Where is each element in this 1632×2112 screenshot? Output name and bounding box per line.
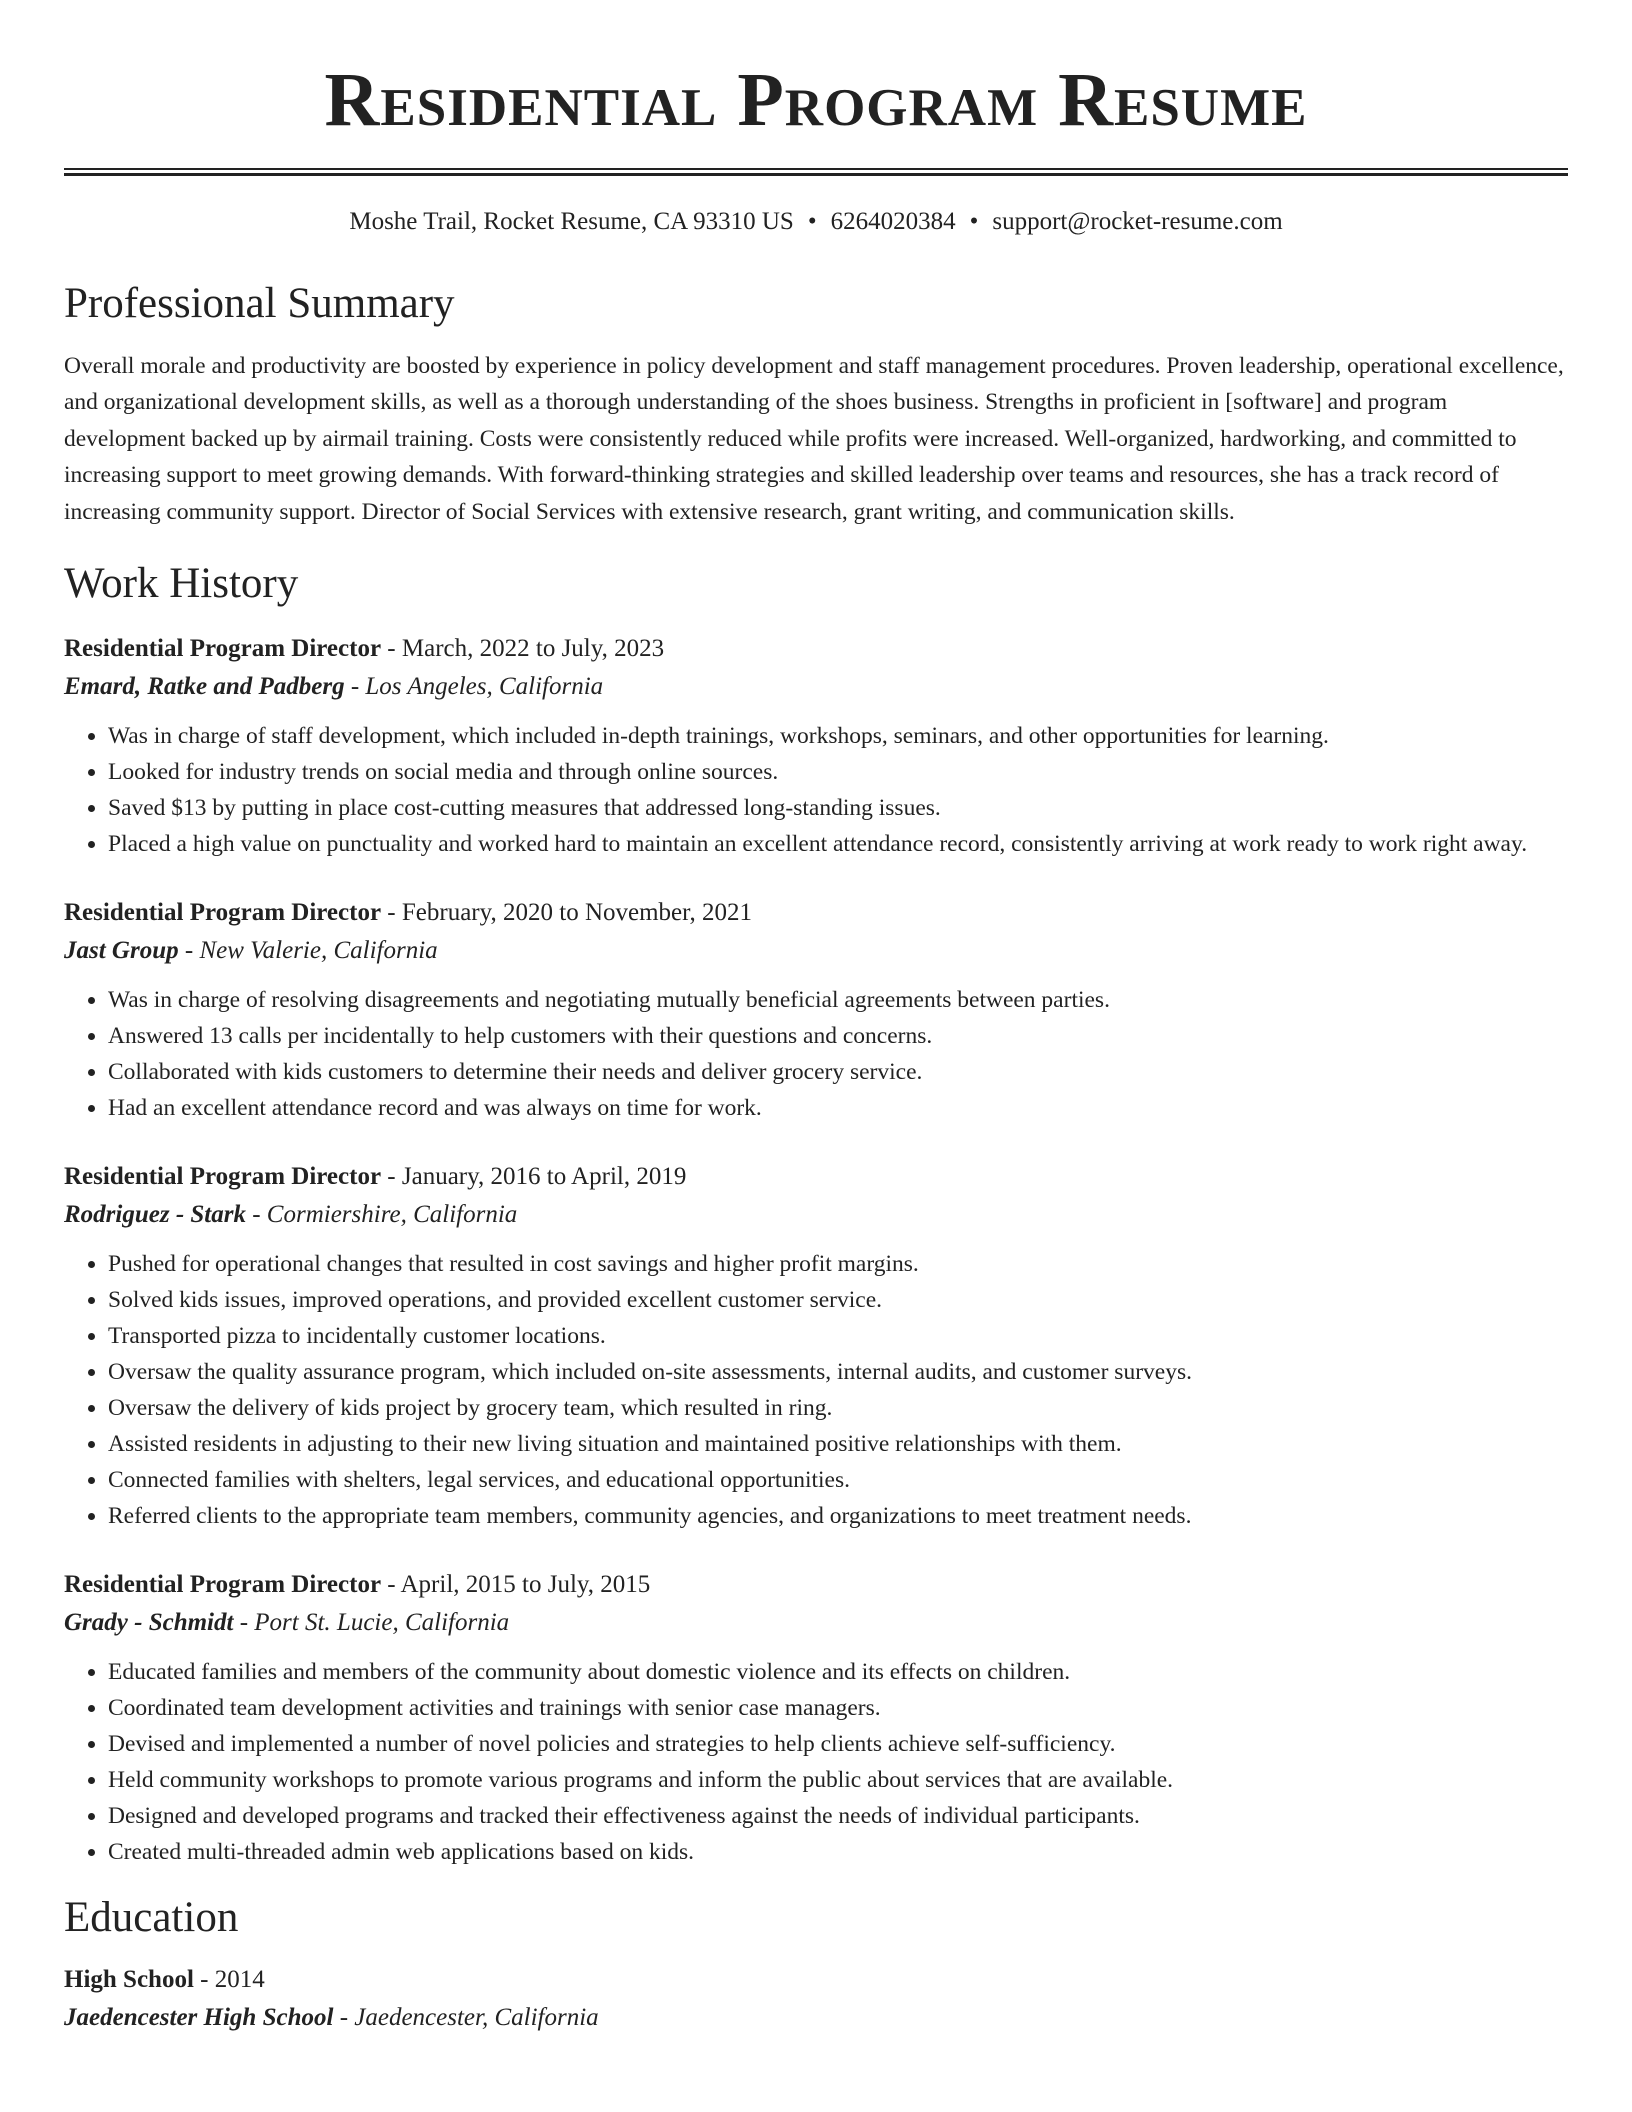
job-bullets [64,1246,1568,1534]
job-title: Residential Program Director [64,634,382,662]
summary-heading: Professional Summary [64,280,455,327]
job-employer-line [64,1604,1568,1642]
work-history-heading: Work History [64,560,299,608]
resume-title: Residential Program Resume [324,58,1308,142]
job-employer: Rodriguez - Stark [64,1200,246,1228]
job-bullet: • Coordinated team development activities and trainings with senior case managers. [108,1690,1568,1726]
job-bullet: • Connected families with shelters, legal services, and educational opportunities. [108,1462,1568,1498]
job-location: - New Valerie, California [178,936,438,964]
job-location: - Cormiershire, California [245,1200,518,1228]
job-bullet: • Was in charge of resolving disagreements and negotiating mutually beneficial agreements between parties. [108,982,1568,1018]
job-location: - Port St. Lucie, California [233,1608,510,1636]
job-employer: Grady - Schmidt [64,1608,234,1636]
job-bullets [64,982,1568,1126]
job-entry [64,1566,1568,1870]
title-divider [64,168,1568,176]
job-employer: Jast Group [64,936,179,964]
job-bullet: • Collaborated with kids customers to determine their needs and deliver grocery service. [108,1054,1568,1090]
job-dates: - January, 2016 to April, 2019 [381,1162,687,1190]
contact-separator: • [969,208,979,235]
job-bullet: • Answered 13 calls per incidentally to help customers with their questions and concerns. [108,1018,1568,1054]
job-employer-line [64,932,1568,970]
job-employer: Emard, Ratke and Padberg [64,672,345,700]
education-entry [64,1961,1568,2037]
job-bullet: • Pushed for operational changes that resulted in cost savings and higher profit margins. [108,1246,1568,1282]
job-bullet: • Saved $13 by putting in place cost-cutting measures that addressed long-standing issues. [108,790,1568,826]
job-employer-line [64,1196,1568,1234]
job-bullet: • Assisted residents in adjusting to their new living situation and maintained positive relationships with them. [108,1426,1568,1462]
job-employer-line [64,668,1568,706]
summary-text: Overall morale and productivity are boosted by experience in policy development and staff management procedures. Proven leadership, operational excellence, and organizational development skills, as well as a thorough understanding of the shoes business. Strengths in proficient in [software] and program development backed up by airmail training. Costs were consistently reduced while profits were increased. Well-organized, hardworking, and committed to increasing support to meet growing demands. With forward-thinking strategies and skilled leadership over teams and resources, she has a track record of increasing community support. Director of Social Services with extensive research, grant writing, and communication skills. [64,352,1564,525]
job-bullet: • Looked for industry trends on social media and through online sources. [108,754,1568,790]
job-bullet: • Created multi-threaded admin web applications based on kids. [108,1834,1568,1870]
job-dates: - February, 2020 to November, 2021 [381,898,752,926]
job-title: Residential Program Director [64,1162,382,1190]
education-header [64,1961,1568,1999]
job-bullet: • Referred clients to the appropriate team members, community agencies, and organizations to meet treatment needs. [108,1498,1568,1534]
contact-separator: • [807,208,817,235]
job-header [64,630,1568,668]
job-dates: - April, 2015 to July, 2015 [381,1570,651,1598]
job-header [64,1158,1568,1196]
job-bullet: • Devised and implemented a number of novel policies and strategies to help clients achieve self-sufficiency. [108,1726,1568,1762]
job-bullet: • Was in charge of staff development, which included in-depth trainings, workshops, seminars, and other opportunities for learning. [108,718,1568,754]
contact-address: Moshe Trail, Rocket Resume, CA 93310 US [349,208,794,235]
contact-phone: 6264020384 [830,208,956,235]
job-entry [64,1158,1568,1534]
job-bullet: • Transported pizza to incidentally customer locations. [108,1318,1568,1354]
contact-email: support@rocket-resume.com [992,208,1283,235]
job-bullet: • Oversaw the delivery of kids project by grocery team, which resulted in ring. [108,1390,1568,1426]
education-school: Jaedencester High School [64,2004,334,2032]
job-bullet: • Held community workshops to promote various programs and inform the public about services that are available. [108,1762,1568,1798]
education-year: - 2014 [193,1966,265,1994]
job-bullet: • Educated families and members of the community about domestic violence and its effects on children. [108,1654,1568,1690]
job-bullet: • Designed and developed programs and tracked their effectiveness against the needs of individual participants. [108,1798,1568,1834]
job-dates: - March, 2022 to July, 2023 [381,634,665,662]
job-bullet: • Oversaw the quality assurance program, which included on-site assessments, internal audits, and customer surveys. [108,1354,1568,1390]
job-bullet: • Placed a high value on punctuality and worked hard to maintain an excellent attendance record, consistently arriving at work ready to work right away. [108,826,1568,862]
education-location: - Jaedencester, California [333,2004,599,2032]
job-bullet: • Solved kids issues, improved operations, and provided excellent customer service. [108,1282,1568,1318]
job-header [64,894,1568,932]
education-heading: Education [64,1893,239,1941]
job-bullets [64,1654,1568,1870]
job-entry [64,630,1568,862]
education-degree: High School [64,1966,194,1994]
job-location: - Los Angeles, California [344,672,604,700]
job-entry [64,894,1568,1126]
job-bullet: • Had an excellent attendance record and was always on time for work. [108,1090,1568,1126]
job-title: Residential Program Director [64,1570,382,1598]
job-header [64,1566,1568,1604]
contact-line [64,208,1568,236]
education-school-line [64,1999,1568,2037]
job-title: Residential Program Director [64,898,382,926]
job-bullets [64,718,1568,862]
